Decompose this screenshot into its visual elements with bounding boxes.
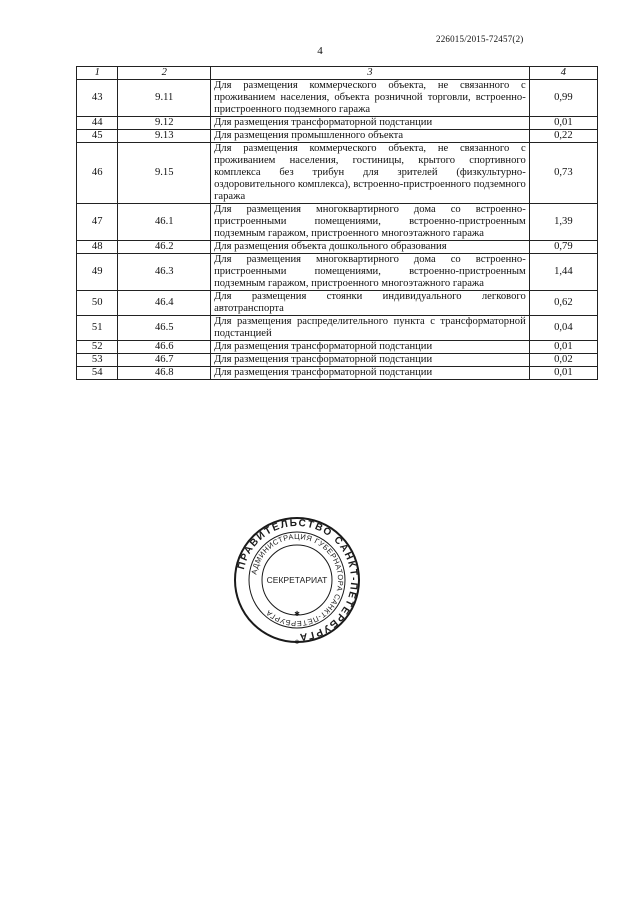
coefficient-value-cell: 0,04	[529, 316, 597, 341]
column-header-4: 4	[529, 67, 597, 80]
row-number-cell: 48	[77, 241, 118, 254]
row-number-cell: 50	[77, 291, 118, 316]
table-row	[77, 130, 598, 143]
row-number-cell: 53	[77, 354, 118, 367]
document-registration-number: 226015/2015-72457(2)	[436, 34, 524, 44]
table-row	[77, 241, 598, 254]
zone-code-cell: 46.2	[118, 241, 211, 254]
coefficient-value-cell: 0,73	[529, 143, 597, 204]
table-row	[77, 341, 598, 354]
zone-code-cell: 46.3	[118, 254, 211, 291]
coefficient-value-cell: 0,01	[529, 367, 597, 380]
seal-center-text: СЕКРЕТАРИАТ	[266, 575, 328, 585]
coefficient-value-cell: 0,22	[529, 130, 597, 143]
coefficient-value-cell: 0,99	[529, 80, 597, 117]
row-number-cell: 47	[77, 204, 118, 241]
coefficient-value-cell: 0,01	[529, 117, 597, 130]
table-row	[77, 316, 598, 341]
zone-code-cell: 46.6	[118, 341, 211, 354]
purpose-description-cell: Для размещения многоквартирного дома со встроенно-пристроенными помещениями, встроенно-пристроенным подземным гаражом, пристроенного многоэтажного гаража	[211, 254, 530, 291]
seal-bottom-star-icon: ✱	[294, 639, 300, 645]
row-number-cell: 51	[77, 316, 118, 341]
column-header-1: 1	[77, 67, 118, 80]
zone-code-cell: 46.1	[118, 204, 211, 241]
zone-code-cell: 9.13	[118, 130, 211, 143]
row-number-cell: 43	[77, 80, 118, 117]
table-row	[77, 204, 598, 241]
table-row	[77, 367, 598, 380]
purpose-description-cell: Для размещения стоянки индивидуального легкового автотранспорта	[211, 291, 530, 316]
coefficients-table	[76, 66, 598, 380]
row-number-cell: 54	[77, 367, 118, 380]
table-row	[77, 117, 598, 130]
zone-code-cell: 46.8	[118, 367, 211, 380]
purpose-description-cell: Для размещения коммерческого объекта, не связанного с проживанием населения, гостиницы, крытого спортивного комплекса без трибун для зрителей (физкультурно-оздоровительного комплекса), встроенно-пристроенного подземного гаража	[211, 143, 530, 204]
table-row	[77, 291, 598, 316]
row-number-cell: 52	[77, 341, 118, 354]
purpose-description-cell: Для размещения промышленного объекта	[211, 130, 530, 143]
row-number-cell: 45	[77, 130, 118, 143]
page-number: 4	[317, 45, 323, 57]
zone-code-cell: 9.11	[118, 80, 211, 117]
purpose-description-cell: Для размещения трансформаторной подстанции	[211, 367, 530, 380]
seal-star-icon: ✱	[294, 610, 300, 618]
secretariat-seal-stamp	[232, 515, 362, 645]
row-number-cell: 46	[77, 143, 118, 204]
zone-code-cell: 9.12	[118, 117, 211, 130]
table-row	[77, 80, 598, 117]
coefficient-value-cell: 0,02	[529, 354, 597, 367]
coefficient-value-cell: 1,39	[529, 204, 597, 241]
row-number-cell: 49	[77, 254, 118, 291]
coefficient-value-cell: 0,79	[529, 241, 597, 254]
zone-code-cell: 9.15	[118, 143, 211, 204]
purpose-description-cell: Для размещения трансформаторной подстанции	[211, 341, 530, 354]
seal-outer-text: ПРАВИТЕЛЬСТВО САНКТ-ПЕТЕРБУРГА	[236, 517, 360, 643]
purpose-description-cell: Для размещения трансформаторной подстанции	[211, 117, 530, 130]
coefficient-value-cell: 0,62	[529, 291, 597, 316]
row-number-cell: 44	[77, 117, 118, 130]
purpose-description-cell: Для размещения коммерческого объекта, не связанного с проживанием населения, объекта розничной торговли, встроенно-пристроенного подземного гаража	[211, 80, 530, 117]
purpose-description-cell: Для размещения многоквартирного дома со встроенно-пристроенными помещениями, встроенно-пристроенным подземным гаражом, пристроенного многоэтажного гаража	[211, 204, 530, 241]
table-header-row	[77, 67, 598, 80]
coefficient-value-cell: 0,01	[529, 341, 597, 354]
table-row	[77, 254, 598, 291]
purpose-description-cell: Для размещения объекта дошкольного образования	[211, 241, 530, 254]
purpose-description-cell: Для размещения распределительного пункта с трансформаторной подстанцией	[211, 316, 530, 341]
zone-code-cell: 46.7	[118, 354, 211, 367]
seal-inner-text: АДМИНИСТРАЦИЯ ГУБЕРНАТОРА САНКТ-ПЕТЕРБУРГА	[249, 531, 346, 629]
column-header-3: 3	[211, 67, 530, 80]
coefficient-value-cell: 1,44	[529, 254, 597, 291]
table-row	[77, 354, 598, 367]
zone-code-cell: 46.5	[118, 316, 211, 341]
column-header-2: 2	[118, 67, 211, 80]
zone-code-cell: 46.4	[118, 291, 211, 316]
table-row	[77, 143, 598, 204]
purpose-description-cell: Для размещения трансформаторной подстанции	[211, 354, 530, 367]
